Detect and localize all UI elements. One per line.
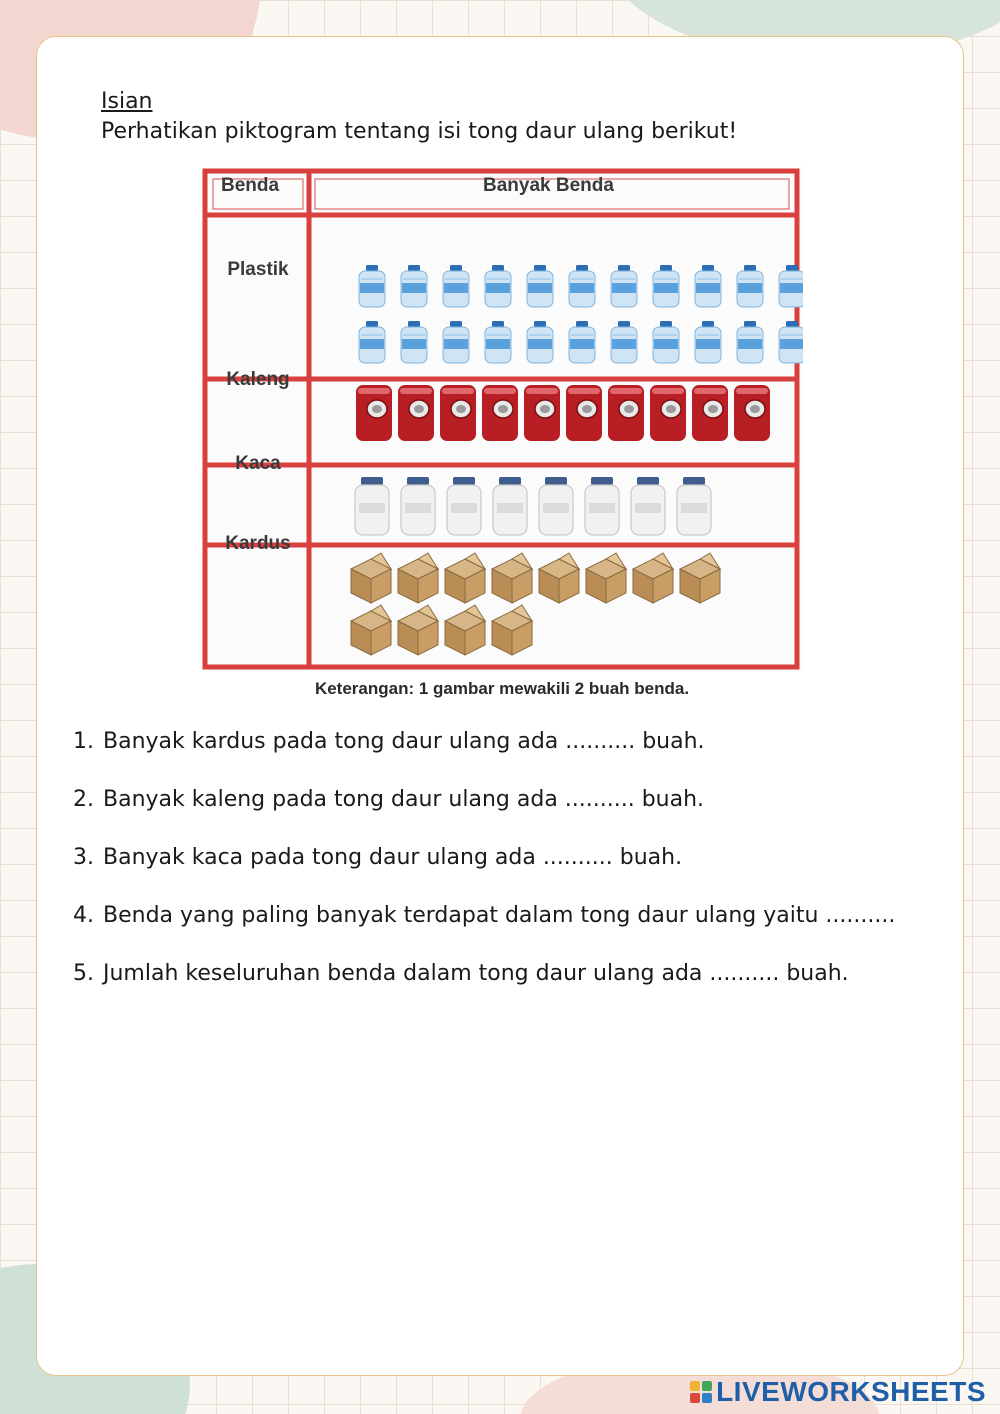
glass-jar-icon	[355, 477, 389, 535]
water-bottle-icon	[485, 321, 511, 363]
cardboard-box-icon	[398, 605, 438, 655]
glass-jar-icon	[401, 477, 435, 535]
question-text: Banyak kardus pada tong daur ulang ada .......... buah.	[103, 729, 705, 754]
water-bottle-icon	[527, 321, 553, 363]
water-bottle-icon	[401, 321, 427, 363]
water-bottle-icon	[779, 321, 803, 363]
water-bottle-icon	[359, 321, 385, 363]
soda-can-icon	[440, 385, 476, 441]
water-bottle-icon	[737, 321, 763, 363]
water-bottle-icon	[611, 265, 637, 307]
cardboard-box-icon	[539, 553, 579, 603]
question-item	[73, 845, 973, 903]
water-bottle-icon	[737, 265, 763, 307]
glass-jar-icon	[585, 477, 619, 535]
soda-can-icon	[608, 385, 644, 441]
water-bottle-icon	[611, 321, 637, 363]
soda-can-icon	[356, 385, 392, 441]
liveworksheets-logo	[690, 1376, 986, 1408]
water-bottle-icon	[569, 265, 595, 307]
question-number: 1.	[73, 729, 94, 754]
water-bottle-icon	[485, 265, 511, 307]
water-bottle-icon	[401, 265, 427, 307]
cardboard-box-icon	[633, 553, 673, 603]
glass-jar-icon	[539, 477, 573, 535]
row-label-kaca: Kaca	[235, 453, 281, 474]
question-text: Banyak kaca pada tong daur ulang ada .......... buah.	[103, 845, 683, 870]
row-label-plastik: Plastik	[227, 259, 289, 280]
cardboard-box-icon	[445, 605, 485, 655]
cardboard-box-icon	[492, 553, 532, 603]
question-item	[73, 729, 973, 787]
cardboard-box-icon	[351, 553, 391, 603]
brand-icon	[690, 1381, 712, 1403]
pictogram-legend: Keterangan: 1 gambar mewakili 2 buah benda.	[314, 679, 690, 698]
question-number: 3.	[73, 845, 94, 870]
soda-can-icon	[650, 385, 686, 441]
question-number: 4.	[73, 903, 94, 928]
worksheet-instruction: Perhatikan piktogram tentang isi tong daur ulang berikut!	[101, 119, 738, 144]
water-bottle-icon	[569, 321, 595, 363]
cardboard-box-icon	[445, 553, 485, 603]
cardboard-box-icon	[398, 553, 438, 603]
soda-can-icon	[482, 385, 518, 441]
water-bottle-icon	[527, 265, 553, 307]
question-item	[73, 903, 973, 961]
question-text: Benda yang paling banyak terdapat dalam tong daur ulang yaitu ..........	[103, 903, 896, 928]
brand-name: LIVEWORKSHEETS	[716, 1376, 986, 1407]
water-bottle-icon	[695, 265, 721, 307]
soda-can-icon	[692, 385, 728, 441]
header-banyak-benda: Banyak Benda	[483, 175, 614, 196]
row-label-kaleng: Kaleng	[226, 369, 290, 390]
worksheet-heading: Isian	[101, 89, 153, 114]
water-bottle-icon	[443, 321, 469, 363]
glass-jar-icon	[447, 477, 481, 535]
question-list	[73, 729, 973, 1019]
water-bottle-icon	[779, 265, 803, 307]
row-label-kardus: Kardus	[225, 533, 291, 554]
header-benda: Benda	[221, 175, 280, 196]
pictogram-table	[201, 167, 803, 671]
cardboard-box-icon	[351, 605, 391, 655]
pictogram-grid	[201, 167, 803, 671]
cardboard-box-icon	[492, 605, 532, 655]
worksheet-card	[36, 36, 964, 1376]
water-bottle-icon	[443, 265, 469, 307]
glass-jar-icon	[493, 477, 527, 535]
question-text: Jumlah keseluruhan benda dalam tong daur ulang ada .......... buah.	[103, 961, 849, 986]
glass-jar-icon	[677, 477, 711, 535]
soda-can-icon	[566, 385, 602, 441]
glass-jar-icon	[631, 477, 665, 535]
soda-can-icon	[734, 385, 770, 441]
soda-can-icon	[524, 385, 560, 441]
soda-can-icon	[398, 385, 434, 441]
question-number: 5.	[73, 961, 94, 986]
cardboard-box-icon	[586, 553, 626, 603]
cardboard-box-icon	[680, 553, 720, 603]
water-bottle-icon	[653, 321, 679, 363]
question-item	[73, 787, 973, 845]
water-bottle-icon	[653, 265, 679, 307]
question-item	[73, 961, 973, 1019]
water-bottle-icon	[695, 321, 721, 363]
question-text: Banyak kaleng pada tong daur ulang ada .......... buah.	[103, 787, 705, 812]
water-bottle-icon	[359, 265, 385, 307]
question-number: 2.	[73, 787, 94, 812]
